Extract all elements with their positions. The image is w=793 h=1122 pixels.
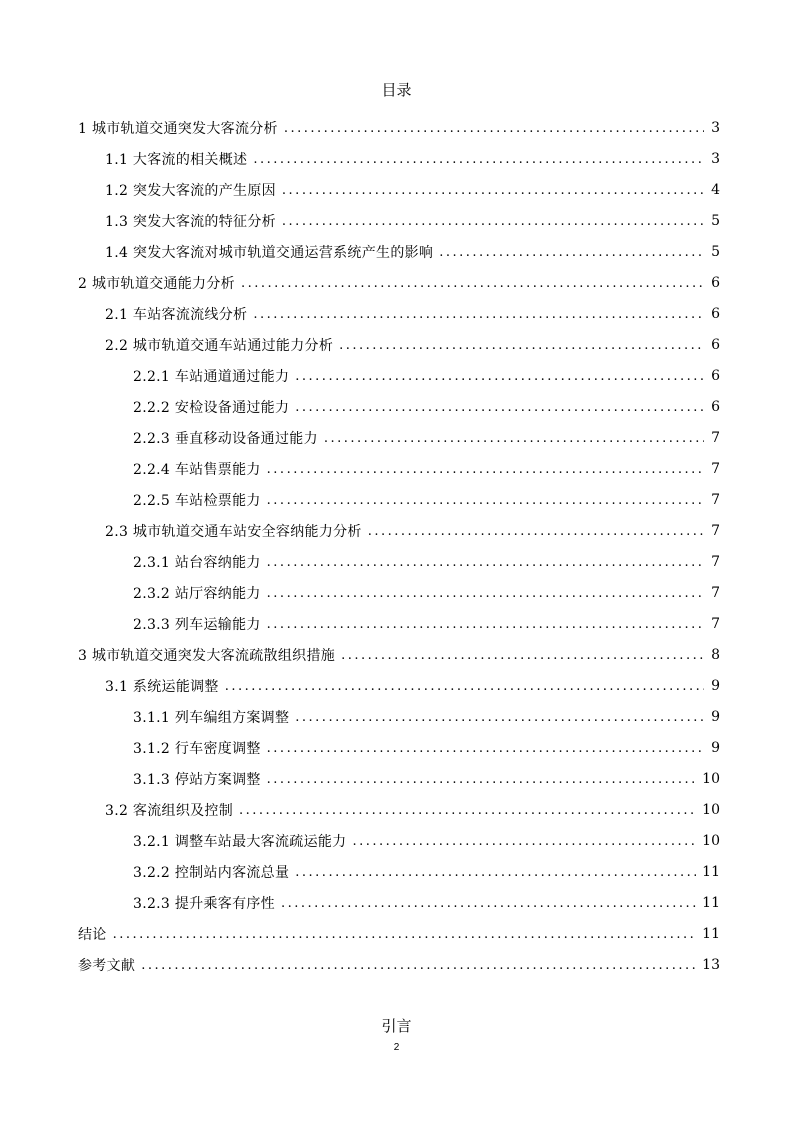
toc-entry-label: 3.2.1 调整车站最大客流疏运能力 xyxy=(133,833,347,850)
toc-dot-leader xyxy=(141,959,696,973)
toc-entry-label: 2.2 城市轨道交通车站通过能力分析 xyxy=(105,337,334,354)
toc-dot-leader xyxy=(295,866,696,880)
toc-entry-page: 10 xyxy=(702,770,720,787)
toc-dot-leader xyxy=(284,122,704,136)
toc-entry[interactable] xyxy=(78,515,720,546)
toc-entry-label: 2 城市轨道交通能力分析 xyxy=(78,275,235,292)
toc-dot-leader xyxy=(267,494,704,508)
toc-entry[interactable] xyxy=(78,329,720,360)
toc-entry-page: 6 xyxy=(711,274,720,291)
toc-entry-label: 结论 xyxy=(78,926,107,943)
toc-entry-label: 1.4 突发大客流对城市轨道交通运营系统产生的影响 xyxy=(105,244,434,261)
toc-entry-page: 10 xyxy=(702,832,720,849)
toc-entry[interactable] xyxy=(78,267,720,298)
table-of-contents xyxy=(78,112,720,980)
next-section-heading: 引言 xyxy=(381,1017,412,1035)
toc-entry-page: 9 xyxy=(711,739,720,756)
toc-dot-leader xyxy=(267,742,704,756)
toc-entry-label: 1.1 大客流的相关概述 xyxy=(105,151,248,168)
toc-dot-leader xyxy=(267,463,704,477)
toc-entry-page: 6 xyxy=(711,367,720,384)
toc-entry-label: 2.2.4 车站售票能力 xyxy=(133,461,261,478)
toc-entry-page: 7 xyxy=(711,429,720,446)
toc-entry-label: 3.1.1 列车编组方案调整 xyxy=(133,709,290,726)
toc-entry-label: 2.3.3 列车运输能力 xyxy=(133,616,261,633)
toc-entry-page: 7 xyxy=(711,584,720,601)
toc-dot-leader xyxy=(267,587,704,601)
toc-entry-page: 4 xyxy=(711,181,720,198)
toc-dot-leader xyxy=(368,525,704,539)
toc-entry[interactable] xyxy=(78,577,720,608)
toc-dot-leader xyxy=(113,928,697,942)
toc-entry[interactable] xyxy=(78,670,720,701)
toc-entry[interactable] xyxy=(78,422,720,453)
toc-dot-leader xyxy=(324,432,704,446)
toc-entry[interactable] xyxy=(78,453,720,484)
toc-entry-page: 11 xyxy=(702,925,720,942)
toc-entry-label: 3.1 系统运能调整 xyxy=(105,678,219,695)
toc-entry[interactable] xyxy=(78,856,720,887)
toc-entry-page: 7 xyxy=(711,460,720,477)
toc-entry-page: 10 xyxy=(702,801,720,818)
toc-entry[interactable] xyxy=(78,391,720,422)
toc-entry-label: 2.2.3 垂直移动设备通过能力 xyxy=(133,430,318,447)
toc-entry[interactable] xyxy=(78,298,720,329)
toc-entry[interactable] xyxy=(78,484,720,515)
toc-entry-page: 7 xyxy=(711,522,720,539)
toc-entry[interactable] xyxy=(78,887,720,918)
toc-dot-leader xyxy=(352,835,696,849)
toc-entry-label: 1 城市轨道交通突发大客流分析 xyxy=(78,120,278,137)
toc-entry[interactable] xyxy=(78,608,720,639)
toc-dot-leader xyxy=(295,711,704,725)
toc-dot-leader xyxy=(225,680,704,694)
toc-entry[interactable] xyxy=(78,112,720,143)
toc-entry-page: 7 xyxy=(711,553,720,570)
toc-entry[interactable] xyxy=(78,360,720,391)
toc-dot-leader xyxy=(339,339,704,353)
toc-dot-leader xyxy=(281,897,696,911)
page-number: 2 xyxy=(393,1042,400,1053)
toc-dot-leader xyxy=(253,308,704,322)
toc-entry-label: 3.2.3 提升乘客有序性 xyxy=(133,895,275,912)
toc-entry-page: 3 xyxy=(711,119,720,136)
toc-entry-label: 1.3 突发大客流的特征分析 xyxy=(105,213,276,230)
toc-entry[interactable] xyxy=(78,949,720,980)
toc-entry[interactable] xyxy=(78,794,720,825)
toc-dot-leader xyxy=(241,277,704,291)
toc-entry[interactable] xyxy=(78,732,720,763)
toc-entry-page: 6 xyxy=(711,336,720,353)
toc-entry-page: 8 xyxy=(711,646,720,663)
toc-entry-page: 6 xyxy=(711,305,720,322)
toc-entry[interactable] xyxy=(78,546,720,577)
toc-entry-page: 11 xyxy=(702,863,720,880)
toc-entry[interactable] xyxy=(78,825,720,856)
toc-entry-label: 参考文献 xyxy=(78,957,136,974)
toc-dot-leader xyxy=(341,649,704,663)
toc-entry-label: 3.2.2 控制站内客流总量 xyxy=(133,864,290,881)
toc-dot-leader xyxy=(267,773,697,787)
toc-entry-page: 6 xyxy=(711,398,720,415)
toc-entry-label: 1.2 突发大客流的产生原因 xyxy=(105,182,276,199)
toc-entry[interactable] xyxy=(78,174,720,205)
toc-entry-label: 2.3.2 站厅容纳能力 xyxy=(133,585,261,602)
toc-entry-label: 2.1 车站客流流线分析 xyxy=(105,306,248,323)
toc-entry-page: 5 xyxy=(711,212,720,229)
toc-entry-label: 2.2.1 车站通道通过能力 xyxy=(133,368,290,385)
toc-entry-label: 2.3.1 站台容纳能力 xyxy=(133,554,261,571)
toc-entry[interactable] xyxy=(78,701,720,732)
toc-dot-leader xyxy=(267,618,704,632)
toc-entry-page: 13 xyxy=(702,956,720,973)
toc-entry-page: 5 xyxy=(711,243,720,260)
toc-dot-leader xyxy=(295,370,704,384)
toc-entry[interactable] xyxy=(78,763,720,794)
toc-dot-leader xyxy=(439,246,704,260)
toc-entry-page: 7 xyxy=(711,615,720,632)
toc-title: 目录 xyxy=(381,81,412,99)
toc-entry[interactable] xyxy=(78,236,720,267)
toc-dot-leader xyxy=(253,153,704,167)
toc-entry-page: 9 xyxy=(711,677,720,694)
toc-entry-label: 2.3 城市轨道交通车站安全容纳能力分析 xyxy=(105,523,362,540)
toc-entry-page: 9 xyxy=(711,708,720,725)
toc-entry-label: 2.2.2 安检设备通过能力 xyxy=(133,399,290,416)
toc-entry-label: 2.2.5 车站检票能力 xyxy=(133,492,261,509)
toc-entry[interactable] xyxy=(78,205,720,236)
toc-dot-leader xyxy=(282,184,704,198)
toc-entry-page: 11 xyxy=(702,894,720,911)
toc-entry[interactable] xyxy=(78,143,720,174)
toc-entry-label: 3.1.3 停站方案调整 xyxy=(133,771,261,788)
toc-entry-label: 3.1.2 行车密度调整 xyxy=(133,740,261,757)
toc-entry[interactable] xyxy=(78,918,720,949)
toc-entry[interactable] xyxy=(78,639,720,670)
toc-entry-label: 3.2 客流组织及控制 xyxy=(105,802,234,819)
toc-entry-page: 3 xyxy=(711,150,720,167)
toc-dot-leader xyxy=(239,804,696,818)
toc-dot-leader xyxy=(295,401,704,415)
toc-entry-page: 7 xyxy=(711,491,720,508)
toc-dot-leader xyxy=(267,556,704,570)
toc-entry-label: 3 城市轨道交通突发大客流疏散组织措施 xyxy=(78,647,336,664)
toc-dot-leader xyxy=(282,215,704,229)
